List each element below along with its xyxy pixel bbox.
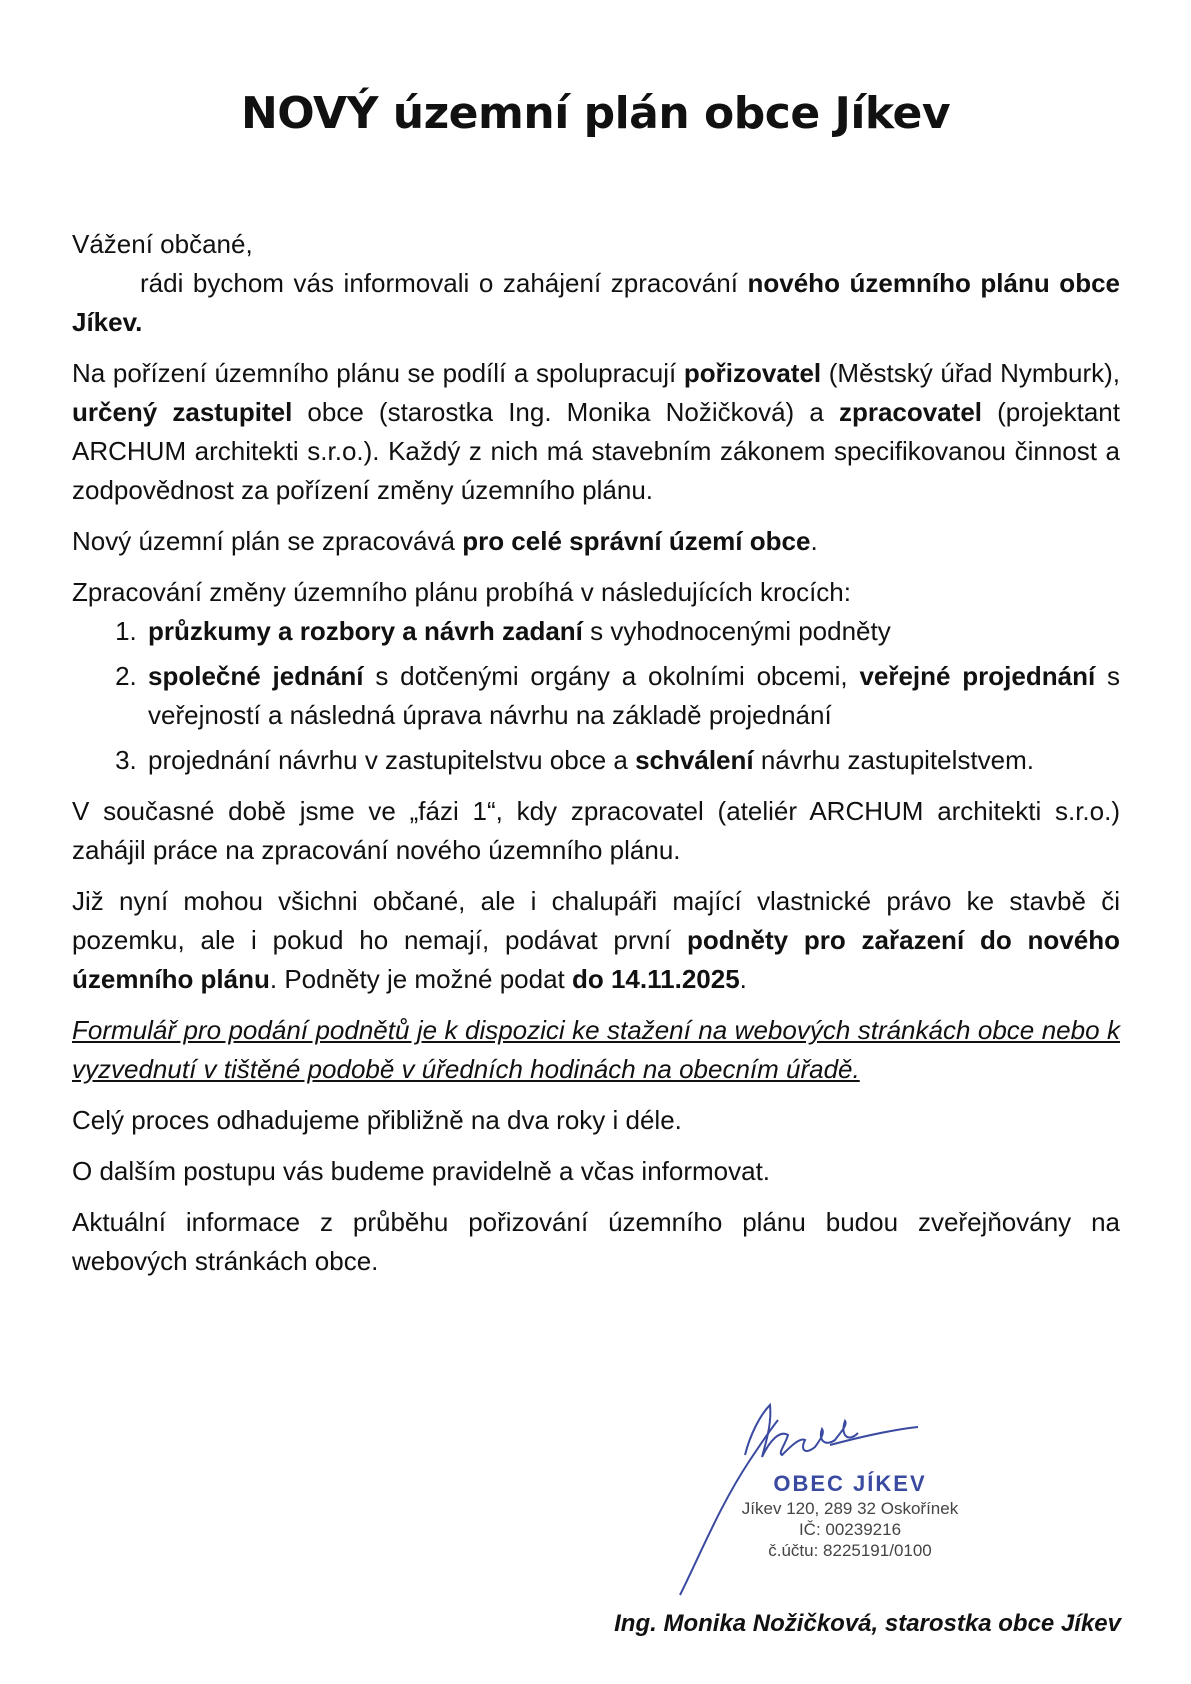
stamp-org: OBEC JÍKEV [773,1471,927,1496]
scope-text-1: Nový územní plán se zpracovává [72,526,463,556]
step-2-text-1: s dotčenými orgány a okolními obcemi, [363,661,860,691]
suggestions-paragraph [72,882,1120,999]
list-item [144,741,1120,780]
steps-list [72,612,1120,780]
scope-paragraph [72,522,1120,561]
stamp-address: Jíkev 120, 289 32 Oskořínek [741,1499,959,1518]
suggestions-text-1: Již nyní mohou všichni občané, ale i chalupáři mající vlastnické právo ke stavbě či pozemku, ale i pokud ho nemají, podávat první [72,886,1120,955]
intro-paragraph [72,264,1120,342]
step-3-bold: schválení [635,745,754,775]
duration-paragraph: Celý proces odhadujeme přibližně na dva roky i déle. [72,1105,682,1135]
step-1-text: s vyhodnocenými podněty [582,616,891,646]
participants-paragraph [72,354,1120,510]
step-2-bold-2: veřejné projednání [859,661,1096,691]
step-2-bold-1: společné jednání [148,661,364,691]
form-note: Formulář pro podání podnětů je k dispozici ke stažení na webových stránkách obce nebo k vyzvednutí v tištěné podobě v úředních hodinách na obecním úřadě. [72,1015,1120,1084]
website-paragraph: Aktuální informace z průběhu pořizování územního plánu budou zveřejňovány na webových stránkách obce. [72,1207,1120,1276]
intro-text: rádi bychom vás informovali o zahájení zpracování [140,268,748,298]
participants-bold-2: určený zastupitel [72,397,293,427]
step-2-text-2: s veřejností a následná úprava návrhu na základě projednání [148,661,1121,730]
steps-intro: Zpracování změny územního plánu probíhá v následujících krocích: [72,577,851,607]
step-3-text-1: projednání návrhu v zastupitelstvu obce a [148,745,636,775]
scope-bold-1: pro celé správní území obce [462,526,811,556]
list-item [144,657,1120,735]
participants-text-2: (Městský úřad Nymburk), [821,358,1120,388]
participants-text-1: Na pořízení územního plánu se podílí a spolupracují [72,358,684,388]
step-3-text-2: návrhu zastupitelstvem. [753,745,1034,775]
step-1-bold: průzkumy a rozbory a návrh zadaní [148,616,583,646]
greeting: Vážení občané, [72,229,253,259]
scope-text-2: . [810,526,818,556]
intro-bold: nového územního plánu obce Jíkev. [72,268,1120,337]
participants-text-4: (projektant ARCHUM architekti s.r.o.). Každý z nich má stavebním zákonem specifikovanou činnost a zodpovědnost za pořízení změny územního plánu. [72,397,1120,505]
list-item [144,612,1120,651]
updates-paragraph: O dalším postupu vás budeme pravidelně a včas informovat. [72,1156,771,1186]
participants-bold-3: zpracovatel [838,397,983,427]
suggestions-text-3: . [739,964,747,994]
page-title: NOVÝ územní plán obce Jíkev [240,88,951,139]
letter-body [72,225,1120,1293]
suggestions-bold-1: podněty pro zařazení do nového územního plánu [72,925,1120,994]
signer-name: Ing. Monika Nožičková, starostka obce Jíkev [614,1610,1121,1637]
suggestions-deadline: do 14.11.2025 [571,964,740,994]
stamp-ico: IČ: 00239216 [798,1520,902,1539]
participants-bold-1: pořizovatel [683,358,822,388]
participants-text-3: obce (starostka Ing. Monika Nožičková) a [292,397,839,427]
stamp-account: č.účtu: 8225191/0100 [768,1541,932,1560]
suggestions-text-2: . Podněty je možné podat [269,964,572,994]
phase-paragraph: V současné době jsme ve „fázi 1“, kdy zpracovatel (ateliér ARCHUM architekti s.r.o.) zahájil práce na zpracování nového územního plánu. [72,796,1120,865]
official-stamp [700,1470,1000,1561]
